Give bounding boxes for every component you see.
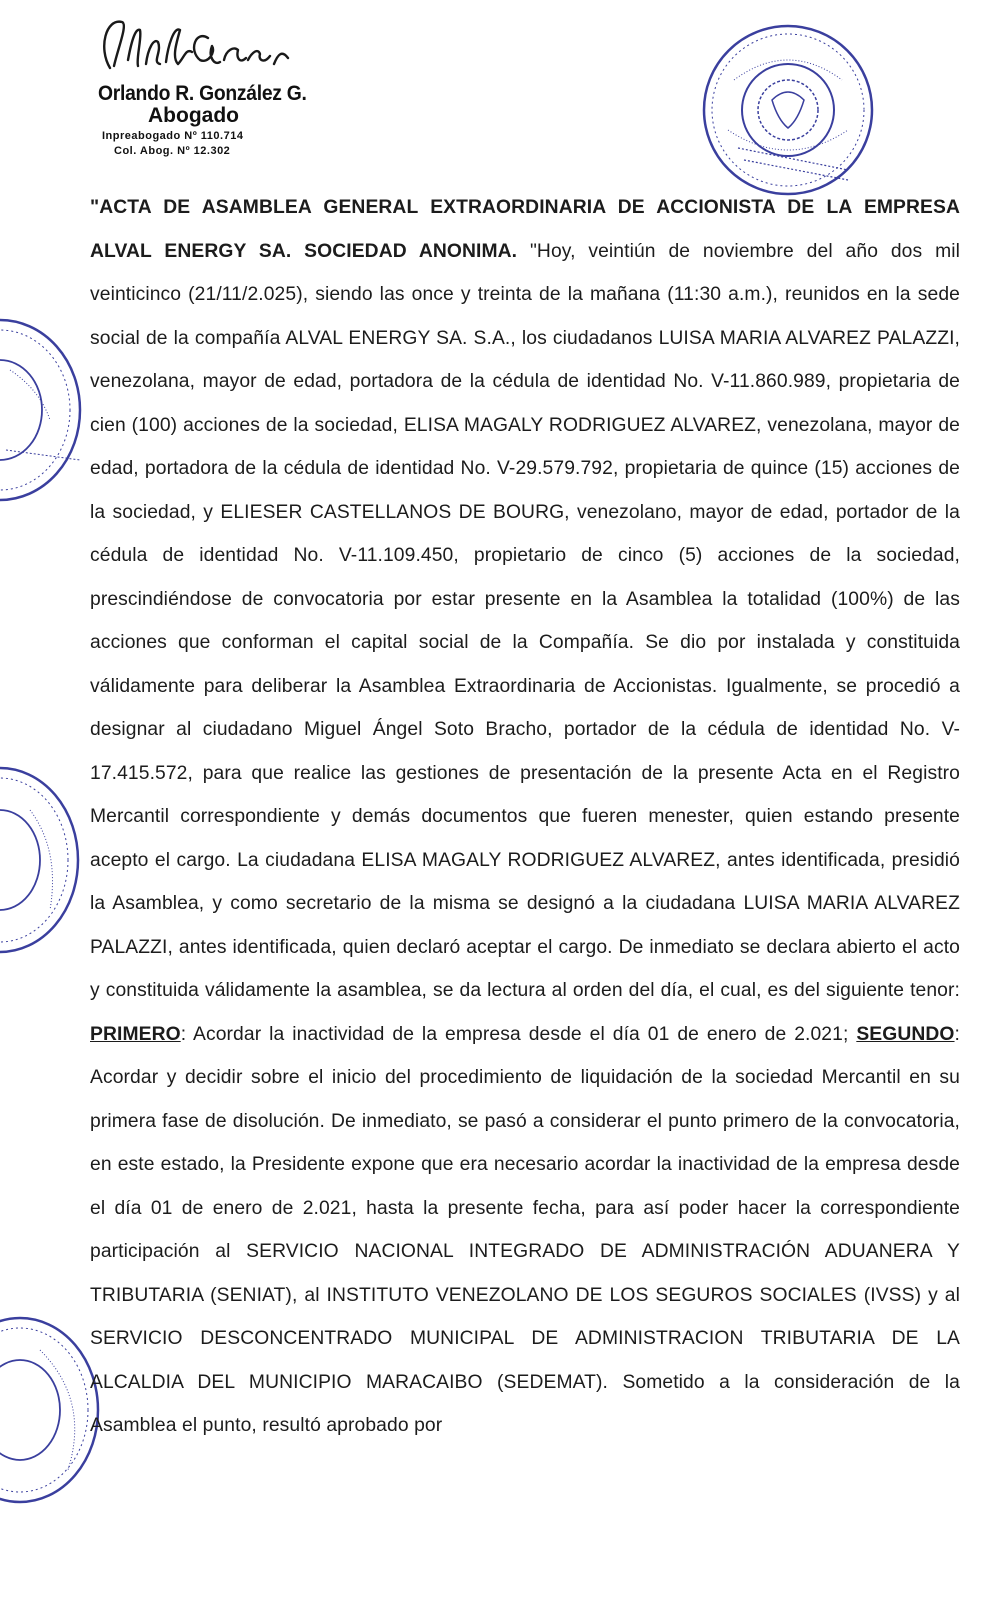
lawyer-name: Orlando R. González G. [98,82,307,105]
lawyer-signature-block [88,8,348,168]
lawyer-inpreabogado: Inpreabogado Nº 110.714 [102,130,244,142]
act-paragraph-part-1: "Hoy, veintiún de noviembre del año dos mil veinticinco (21/11/2.025), siendo las once y treinta de la mañana (11:30 a.m.), reunidos en la sede social de la compañía ALVAL ENERGY SA. S.A., los ciudadanos LUISA MARIA ALVAREZ PALAZZI, venezolana, mayor de edad, portadora de la cédula de identidad No. V-11.860.989, propietaria de cien (100) acciones de la sociedad, ELISA MAGALY RODRIGUEZ ALVAREZ, venezolana, mayor de edad, portadora de la cédula de identidad No. V-29.579.792, propietaria de quince (15) acciones de la sociedad, y ELIESER CASTELLANOS DE BOURG, venezolano, mayor de edad, portador de la cédula de identidad No. V-11.109.450, propietario de cinco (5) acciones de la sociedad, prescindiéndose de convocatoria por estar presente en la Asamblea la totalidad (100%) de las acciones que conforman el capital social de la Compañía. Se dio por instalada y constituida válidamente para deliberar la Asamblea Extraordinaria de Accionistas. Igualmente, se procedió a designar al ciudadano Miguel Ángel Soto Bracho, portador de la cédula de identidad No. V-17.415.572, para que realice las gestiones de presentación de la presente Acta en el Registro Mercantil correspondiente y demás documentos que fueren menester, quien estando presente acepto el cargo. La ciudadana ELISA MAGALY RODRIGUEZ ALVAREZ, antes identificada, presidió la Asamblea, y como secretario de la misma se designó a la ciudadana LUISA MARIA ALVAREZ PALAZZI, antes identificada, quien declaró aceptar el cargo. De inmediato se declara abierto el acto y constituida válidamente la asamblea, se da lectura al orden del día, el cual, es del siguiente tenor: [90,240,960,1001]
official-seal-left-upper [0,310,90,510]
act-paragraph-part-2: : Acordar la inactividad de la empresa desde el día 01 de enero de 2.021; [180,1023,857,1045]
act-heading: "ACTA DE ASAMBLEA GENERAL EXTRAORDINARIA DE ACCIONISTA DE LA EMPRESA ALVAL ENERGY SA. SOCIEDAD ANONIMA. [90,197,960,262]
official-seal-top [698,20,878,200]
official-seal-left-middle [0,760,90,960]
act-body-text [90,186,960,1448]
lawyer-title: Abogado [148,104,239,127]
act-paragraph-part-3: : Acordar y decidir sobre el inicio del procedimiento de liquidación de la sociedad Mercantil en su primera fase de disolución. De inmediato, se pasó a considerar el punto primero de la convocatoria, en este estado, la Presidente expone que era necesario acordar la inactividad de la empresa desde el día 01 de enero de 2.021, hasta la presente fecha, para así poder hacer la correspondiente participación al SERVICIO NACIONAL INTEGRADO DE ADMINISTRACIÓN ADUANERA Y TRIBUTARIA (SENIAT), al INSTITUTO VENEZOLANO DE LOS SEGUROS SOCIALES (IVSS) y al SERVICIO DESCONCENTRADO MUNICIPAL DE ADMINISTRACION TRIBUTARIA DE LA ALCALDIA DEL MUNICIPIO MARACAIBO (SEDEMAT). Sometido a la consideración de la Asamblea el punto, resultó aprobado por [90,1023,960,1436]
signature-text-hidden: Orlando González [88,8,97,9]
primero-label: PRIMERO [90,1023,181,1045]
segundo-label: SEGUNDO [856,1023,955,1045]
lawyer-colegio: Col. Abog. Nº 12.302 [114,145,231,157]
handwritten-signature [88,8,298,88]
